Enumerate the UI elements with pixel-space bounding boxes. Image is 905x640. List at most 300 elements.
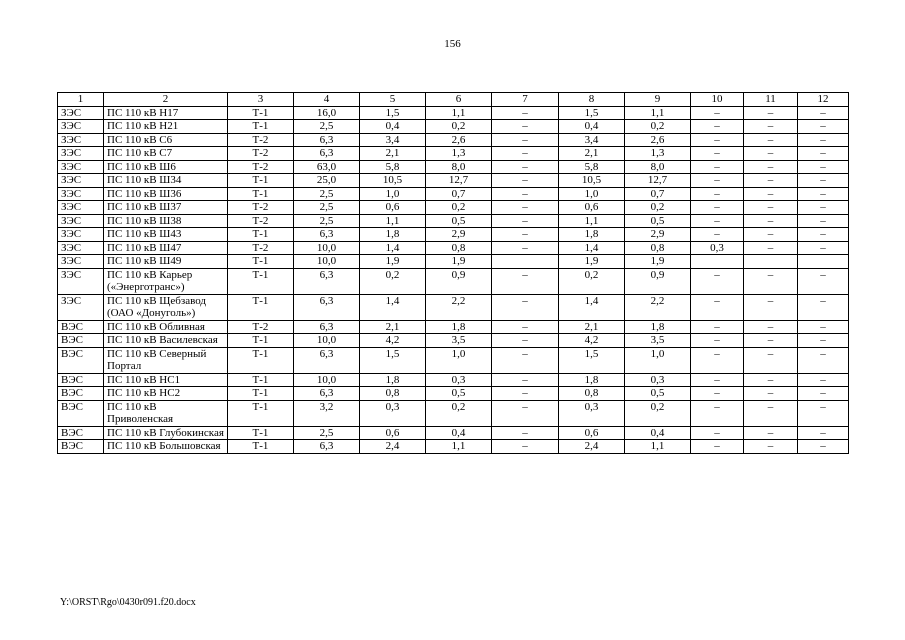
table-cell-col-4: 6,3 [294,268,360,294]
table-cell-col-1: ЗЭС [58,133,104,147]
table-cell-col-10: – [691,400,744,426]
table-cell-col-7: – [492,347,559,373]
table-cell-col-5: 2,4 [360,440,426,454]
table-cell-col-9: 0,7 [625,187,691,201]
table-cell-col-2: ПС 110 кВ Василевская [104,334,228,348]
table-cell-col-6: 1,9 [426,255,492,269]
table-cell-col-6: 2,2 [426,294,492,320]
table-cell-col-2: ПС 110 кВ НС1 [104,373,228,387]
table-cell-col-1: ЗЭС [58,201,104,215]
table-cell-col-5: 0,2 [360,268,426,294]
table-cell-col-6: 1,8 [426,320,492,334]
table-cell-col-9: 2,2 [625,294,691,320]
table-cell-col-10 [691,255,744,269]
table-cell-col-4: 3,2 [294,400,360,426]
table-cell-col-10: – [691,373,744,387]
table-cell-col-9: 0,3 [625,373,691,387]
table-row [58,201,849,215]
table-cell-col-12: – [798,147,849,161]
table-cell-col-1: ЗЭС [58,187,104,201]
table-cell-col-4: 2,5 [294,201,360,215]
table-row [58,228,849,242]
table-cell-col-3: Т-1 [228,334,294,348]
table-cell-col-7: – [492,387,559,401]
table-cell-col-2: ПС 110 кВ Карьер («Энерготранс») [104,268,228,294]
column-header-8: 8 [559,93,625,107]
table-cell-col-6: 0,8 [426,241,492,255]
table-cell-col-12: – [798,373,849,387]
table-cell-col-11: – [744,373,798,387]
table-cell-col-10: – [691,440,744,454]
table-cell-col-10: – [691,120,744,134]
table-cell-col-6: 0,7 [426,187,492,201]
page-number: 156 [444,38,461,50]
table-cell-col-3: Т-1 [228,347,294,373]
table-cell-col-3: Т-2 [228,133,294,147]
table-cell-col-1: ЗЭС [58,294,104,320]
table-row [58,147,849,161]
table-cell-col-7: – [492,294,559,320]
table-cell-col-9: 0,9 [625,268,691,294]
table-cell-col-4: 6,3 [294,347,360,373]
table-cell-col-2: ПС 110 кВ Большовская [104,440,228,454]
table-cell-col-1: ЗЭС [58,241,104,255]
table-cell-col-5: 1,8 [360,373,426,387]
table-cell-col-8: 0,4 [559,120,625,134]
table-cell-col-2: ПС 110 кВ Н21 [104,120,228,134]
table-cell-col-9: 0,8 [625,241,691,255]
table-cell-col-5: 10,5 [360,174,426,188]
table-cell-col-8: 1,9 [559,255,625,269]
table-cell-col-11: – [744,440,798,454]
table-cell-col-1: ВЭС [58,400,104,426]
table-cell-col-1: ЗЭС [58,268,104,294]
table-cell-col-4: 10,0 [294,373,360,387]
table-cell-col-12: – [798,187,849,201]
table-cell-col-3: Т-2 [228,201,294,215]
table-cell-col-9: 1,0 [625,347,691,373]
table-cell-col-8: 1,8 [559,228,625,242]
table-row [58,294,849,320]
table-cell-col-3: Т-1 [228,387,294,401]
table-cell-col-2: ПС 110 кВ Ш6 [104,160,228,174]
table-cell-col-11: – [744,201,798,215]
table-cell-col-12: – [798,334,849,348]
table-cell-col-3: Т-2 [228,320,294,334]
table-cell-col-10: – [691,347,744,373]
table-cell-col-4: 16,0 [294,106,360,120]
column-header-11: 11 [744,93,798,107]
table-cell-col-10: – [691,387,744,401]
table-cell-col-11: – [744,320,798,334]
table-cell-col-2: ПС 110 кВ С6 [104,133,228,147]
table-cell-col-8: 1,5 [559,347,625,373]
table-cell-col-12: – [798,174,849,188]
table-row [58,334,849,348]
table-cell-col-1: ЗЭС [58,147,104,161]
table-cell-col-2: ПС 110 кВ Ш49 [104,255,228,269]
table-cell-col-3: Т-1 [228,228,294,242]
table-cell-col-7: – [492,160,559,174]
table-cell-col-7 [492,255,559,269]
table-cell-col-3: Т-2 [228,214,294,228]
table-cell-col-11: – [744,133,798,147]
table-cell-col-11: – [744,214,798,228]
table-cell-col-10: – [691,268,744,294]
table-cell-col-8: 1,0 [559,187,625,201]
table-cell-col-5: 1,8 [360,228,426,242]
table-cell-col-9: 0,2 [625,201,691,215]
table-cell-col-12: – [798,294,849,320]
table-cell-col-6: 1,0 [426,347,492,373]
table-cell-col-6: 1,3 [426,147,492,161]
table-cell-col-3: Т-1 [228,120,294,134]
table-cell-col-1: ВЭС [58,347,104,373]
table-row [58,241,849,255]
table-cell-col-3: Т-2 [228,147,294,161]
table-cell-col-10: – [691,228,744,242]
table-cell-col-4: 6,3 [294,320,360,334]
table-cell-col-6: 3,5 [426,334,492,348]
table-row [58,347,849,373]
table-cell-col-8: 0,6 [559,201,625,215]
table-cell-col-11: – [744,106,798,120]
table-cell-col-12: – [798,387,849,401]
table-cell-col-5: 5,8 [360,160,426,174]
table-cell-col-7: – [492,241,559,255]
table-cell-col-10: – [691,214,744,228]
table-cell-col-6: 0,9 [426,268,492,294]
table-cell-col-4: 10,0 [294,241,360,255]
table-cell-col-6: 2,9 [426,228,492,242]
table-body [58,106,849,453]
table-cell-col-8: 5,8 [559,160,625,174]
column-header-12: 12 [798,93,849,107]
table-cell-col-9: 1,8 [625,320,691,334]
table-cell-col-8: 2,1 [559,147,625,161]
table-cell-col-5: 1,5 [360,106,426,120]
table-cell-col-2: ПС 110 кВ Ш47 [104,241,228,255]
data-table [57,92,849,454]
column-header-10: 10 [691,93,744,107]
table-cell-col-7: – [492,147,559,161]
table-row [58,320,849,334]
table-cell-col-10: – [691,133,744,147]
table-row [58,426,849,440]
table-cell-col-2: ПС 110 кВ Северный Портал [104,347,228,373]
table-cell-col-2: ПС 110 кВ Ш37 [104,201,228,215]
table-row [58,106,849,120]
table-cell-col-4: 63,0 [294,160,360,174]
table-cell-col-1: ВЭС [58,334,104,348]
table-cell-col-3: Т-1 [228,426,294,440]
table-cell-col-6: 0,2 [426,201,492,215]
table-cell-col-4: 6,3 [294,228,360,242]
table-cell-col-6: 0,2 [426,120,492,134]
table-cell-col-8: 1,4 [559,241,625,255]
table-cell-col-1: ЗЭС [58,106,104,120]
table-cell-col-6: 1,1 [426,440,492,454]
table-cell-col-10: – [691,174,744,188]
table-cell-col-8: 3,4 [559,133,625,147]
table-cell-col-11: – [744,187,798,201]
table-cell-col-6: 0,4 [426,426,492,440]
table-cell-col-3: Т-1 [228,106,294,120]
table-cell-col-1: ЗЭС [58,160,104,174]
table-cell-col-12: – [798,440,849,454]
table-row [58,373,849,387]
table-cell-col-1: ЗЭС [58,228,104,242]
column-header-7: 7 [492,93,559,107]
table-cell-col-3: Т-1 [228,294,294,320]
table-header-row [58,93,849,107]
table-cell-col-12: – [798,268,849,294]
table-cell-col-10: – [691,201,744,215]
table-cell-col-9: 0,5 [625,387,691,401]
table-cell-col-7: – [492,440,559,454]
table-cell-col-9: 0,2 [625,400,691,426]
table-row [58,440,849,454]
table-cell-col-3: Т-1 [228,440,294,454]
table-cell-col-11: – [744,268,798,294]
table-cell-col-5: 1,0 [360,187,426,201]
table-cell-col-1: ВЭС [58,440,104,454]
table-cell-col-5: 3,4 [360,133,426,147]
table-cell-col-12: – [798,201,849,215]
table-cell-col-8: 0,2 [559,268,625,294]
table-cell-col-4: 6,3 [294,294,360,320]
table-cell-col-11 [744,255,798,269]
table-cell-col-9: 0,2 [625,120,691,134]
table-cell-col-9: 3,5 [625,334,691,348]
table-cell-col-5: 4,2 [360,334,426,348]
table-row [58,120,849,134]
table-cell-col-12: – [798,241,849,255]
table-cell-col-5: 1,4 [360,241,426,255]
table-cell-col-3: Т-2 [228,160,294,174]
table-cell-col-3: Т-1 [228,268,294,294]
table-cell-col-4: 6,3 [294,387,360,401]
table-cell-col-4: 25,0 [294,174,360,188]
table-cell-col-10: – [691,187,744,201]
column-header-3: 3 [228,93,294,107]
table-cell-col-5: 0,6 [360,201,426,215]
table-cell-col-2: ПС 110 кВ Ш38 [104,214,228,228]
table-cell-col-4: 10,0 [294,255,360,269]
table-cell-col-3: Т-1 [228,400,294,426]
table-cell-col-6: 12,7 [426,174,492,188]
table-cell-col-6: 8,0 [426,160,492,174]
table-cell-col-6: 2,6 [426,133,492,147]
table-cell-col-6: 0,3 [426,373,492,387]
table-cell-col-9: 1,9 [625,255,691,269]
table-cell-col-8: 1,1 [559,214,625,228]
column-header-1: 1 [58,93,104,107]
table-cell-col-4: 10,0 [294,334,360,348]
table-cell-col-7: – [492,400,559,426]
table-cell-col-12: – [798,214,849,228]
table-cell-col-11: – [744,426,798,440]
table-row [58,255,849,269]
table-cell-col-1: ЗЭС [58,120,104,134]
table-cell-col-7: – [492,133,559,147]
table-cell-col-2: ПС 110 кВ Ш34 [104,174,228,188]
table-cell-col-11: – [744,387,798,401]
table-cell-col-1: ЗЭС [58,255,104,269]
table-cell-col-7: – [492,426,559,440]
table-row [58,174,849,188]
table-cell-col-4: 6,3 [294,133,360,147]
table-cell-col-8: 2,1 [559,320,625,334]
table-cell-col-7: – [492,268,559,294]
table-cell-col-5: 0,4 [360,120,426,134]
table-cell-col-4: 2,5 [294,426,360,440]
table-cell-col-6: 0,2 [426,400,492,426]
table-cell-col-8: 4,2 [559,334,625,348]
table-cell-col-9: 1,3 [625,147,691,161]
table-cell-col-1: ВЭС [58,387,104,401]
table-row [58,214,849,228]
table-cell-col-2: ПС 110 кВ Приволенская [104,400,228,426]
table-cell-col-8: 2,4 [559,440,625,454]
table-cell-col-1: ЗЭС [58,214,104,228]
table-cell-col-7: – [492,201,559,215]
table-cell-col-6: 1,1 [426,106,492,120]
table-cell-col-5: 1,1 [360,214,426,228]
column-header-5: 5 [360,93,426,107]
table-cell-col-8: 10,5 [559,174,625,188]
footer-file-path: Y:\ORST\Rgo\0430r091.f20.docx [60,597,196,608]
table-cell-col-10: – [691,294,744,320]
table-row [58,160,849,174]
table-cell-col-5: 0,8 [360,387,426,401]
table-cell-col-8: 1,5 [559,106,625,120]
table-cell-col-9: 12,7 [625,174,691,188]
table-cell-col-9: 8,0 [625,160,691,174]
table-cell-col-4: 2,5 [294,214,360,228]
table-cell-col-9: 0,5 [625,214,691,228]
table-cell-col-5: 1,9 [360,255,426,269]
table-cell-col-5: 2,1 [360,320,426,334]
table-cell-col-1: ВЭС [58,373,104,387]
table-cell-col-11: – [744,174,798,188]
table-cell-col-5: 0,6 [360,426,426,440]
table-cell-col-5: 2,1 [360,147,426,161]
table-cell-col-11: – [744,228,798,242]
table-cell-col-4: 6,3 [294,147,360,161]
table-cell-col-2: ПС 110 кВ Ш36 [104,187,228,201]
table-cell-col-9: 1,1 [625,440,691,454]
table-cell-col-12: – [798,347,849,373]
table-cell-col-7: – [492,334,559,348]
table-cell-col-11: – [744,347,798,373]
table-cell-col-5: 0,3 [360,400,426,426]
table-cell-col-12 [798,255,849,269]
table-cell-col-12: – [798,106,849,120]
table-cell-col-3: Т-2 [228,241,294,255]
table-row [58,387,849,401]
table-cell-col-10: – [691,320,744,334]
table-cell-col-7: – [492,228,559,242]
table-cell-col-11: – [744,241,798,255]
table-cell-col-3: Т-1 [228,174,294,188]
table-cell-col-6: 0,5 [426,214,492,228]
table-cell-col-7: – [492,187,559,201]
table-cell-col-3: Т-1 [228,255,294,269]
table-cell-col-12: – [798,426,849,440]
table-cell-col-9: 1,1 [625,106,691,120]
table-cell-col-8: 0,3 [559,400,625,426]
column-header-4: 4 [294,93,360,107]
table-cell-col-12: – [798,160,849,174]
table-cell-col-7: – [492,214,559,228]
table-cell-col-10: – [691,334,744,348]
table-cell-col-9: 2,9 [625,228,691,242]
table-cell-col-8: 1,8 [559,373,625,387]
table-cell-col-1: ЗЭС [58,174,104,188]
table-cell-col-10: – [691,147,744,161]
table-cell-col-2: ПС 110 кВ Ш43 [104,228,228,242]
table-cell-col-7: – [492,320,559,334]
table-cell-col-6: 0,5 [426,387,492,401]
table-cell-col-2: ПС 110 кВ Щебзавод (ОАО «Донуголь») [104,294,228,320]
table-cell-col-7: – [492,373,559,387]
table-row [58,268,849,294]
table-row [58,133,849,147]
table-cell-col-11: – [744,120,798,134]
table-cell-col-12: – [798,400,849,426]
table-cell-col-4: 2,5 [294,120,360,134]
table-cell-col-4: 2,5 [294,187,360,201]
table-cell-col-9: 2,6 [625,133,691,147]
table-cell-col-12: – [798,133,849,147]
table-cell-col-12: – [798,320,849,334]
table-cell-col-5: 1,4 [360,294,426,320]
table-cell-col-7: – [492,106,559,120]
table-cell-col-11: – [744,400,798,426]
table-row [58,187,849,201]
table-cell-col-10: – [691,426,744,440]
table-cell-col-1: ВЭС [58,426,104,440]
table-cell-col-11: – [744,160,798,174]
table-cell-col-8: 0,6 [559,426,625,440]
table-cell-col-7: – [492,120,559,134]
table-cell-col-10: 0,3 [691,241,744,255]
table-cell-col-8: 1,4 [559,294,625,320]
table-cell-col-1: ВЭС [58,320,104,334]
table-cell-col-12: – [798,120,849,134]
table-cell-col-10: – [691,106,744,120]
table-cell-col-7: – [492,174,559,188]
table-cell-col-2: ПС 110 кВ С7 [104,147,228,161]
column-header-9: 9 [625,93,691,107]
table-cell-col-2: ПС 110 кВ Обливная [104,320,228,334]
table-cell-col-2: ПС 110 кВ Глубокинская [104,426,228,440]
table-cell-col-5: 1,5 [360,347,426,373]
table-cell-col-2: ПС 110 кВ НС2 [104,387,228,401]
table-cell-col-4: 6,3 [294,440,360,454]
table-cell-col-11: – [744,294,798,320]
table-cell-col-11: – [744,147,798,161]
table-cell-col-11: – [744,334,798,348]
table-cell-col-10: – [691,160,744,174]
table-cell-col-8: 0,8 [559,387,625,401]
table-cell-col-3: Т-1 [228,187,294,201]
column-header-2: 2 [104,93,228,107]
table-cell-col-12: – [798,228,849,242]
table-cell-col-3: Т-1 [228,373,294,387]
column-header-6: 6 [426,93,492,107]
